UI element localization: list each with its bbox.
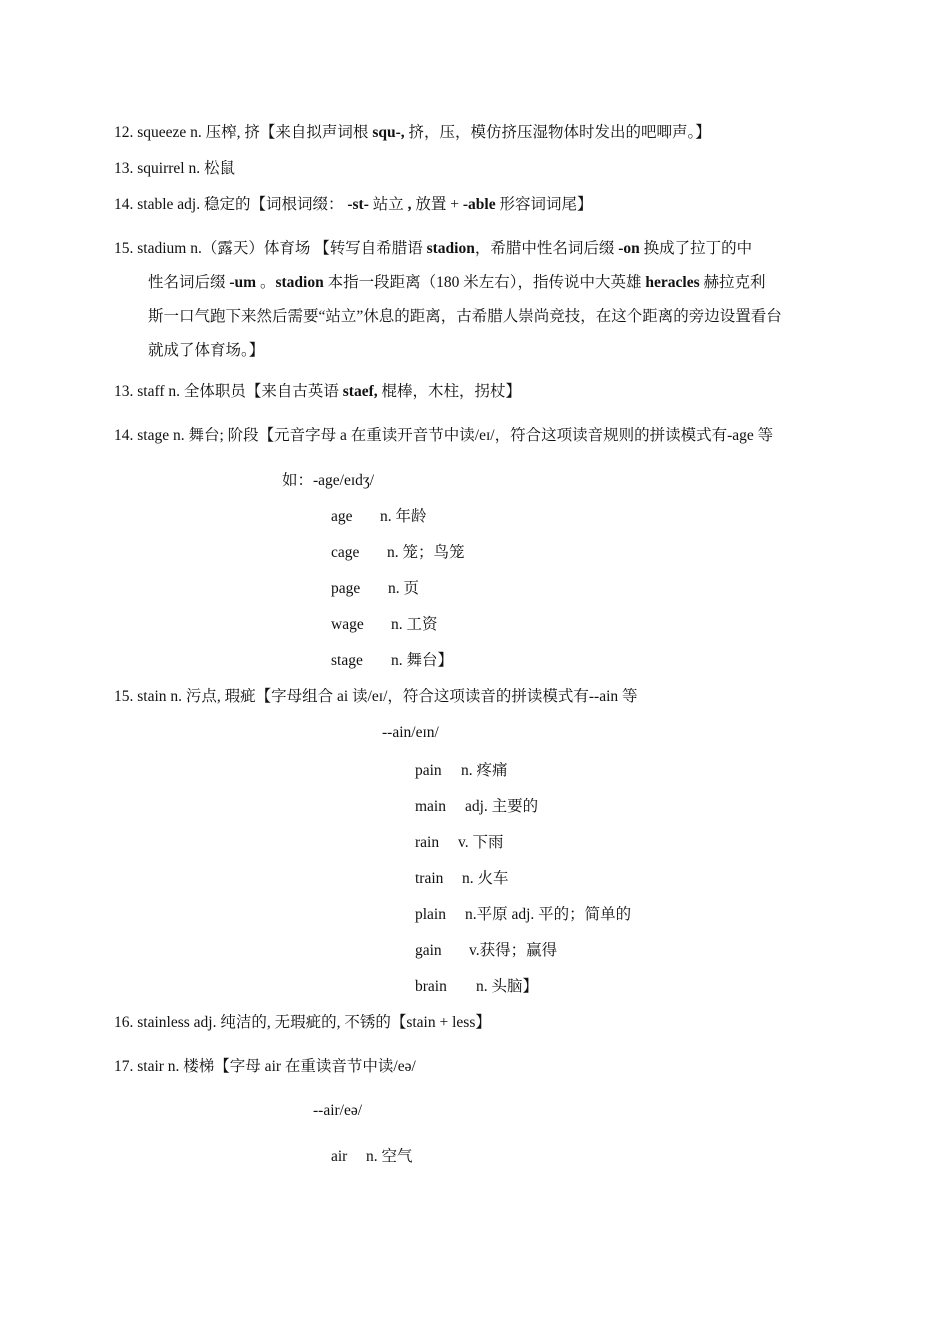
entry-stadium-line3: 斯一口气跑下来然后需要“站立”休息的距离，古希腊人崇尚竞技，在这个距离的旁边设置看台 — [148, 308, 782, 325]
list-item: air n. 空气 — [331, 1148, 413, 1165]
list-item: age n. 年龄 — [331, 508, 427, 525]
list-item: gain v.获得；赢得 — [415, 942, 558, 959]
list-item: wage n. 工资 — [331, 616, 438, 633]
list-item: stage n. 舞台】 — [331, 652, 454, 669]
list-item: page n. 页 — [331, 580, 420, 597]
list-item: plain n.平原 adj. 平的；简单的 — [415, 906, 632, 923]
entry-stage: 14. stage n. 舞台; 阶段【元音字母 a 在重读开音节中读/eɪ/，符合这项读音规则的拼读模式有-age 等 — [114, 427, 774, 444]
list-item: rain v. 下雨 — [415, 834, 504, 851]
list-item: pain n. 疼痛 — [415, 762, 508, 779]
entry-staff: 13. staff n. 全体职员【来自古英语 staef, 棍棒，木柱，拐杖】 — [114, 383, 522, 400]
entry-stain: 15. stain n. 污点, 瑕疵【字母组合 ai 读/eɪ/，符合这项读音的拼读模式有--ain 等 — [114, 688, 638, 705]
list-item: brain n. 头脑】 — [415, 978, 539, 995]
stage-pattern: 如：-age/eɪdʒ/ — [282, 472, 375, 489]
list-item: cage n. 笼；鸟笼 — [331, 544, 465, 561]
entry-stadium-line4: 就成了体育场。】 — [148, 342, 265, 359]
entry-squirrel: 13. squirrel n. 松鼠 — [114, 160, 235, 177]
entry-stair: 17. stair n. 楼梯【字母 air 在重读音节中读/eə/ — [114, 1058, 416, 1075]
list-item: main adj. 主要的 — [415, 798, 539, 815]
entry-squeeze: 12. squeeze n. 压榨, 挤【来自拟声词根 squ-, 挤，压，模仿挤压湿物体时发出的吧唧声。】 — [114, 124, 711, 141]
stain-pattern: --ain/eɪn/ — [382, 724, 439, 741]
entry-stainless: 16. stainless adj. 纯洁的, 无瑕疵的, 不锈的【stain + less】 — [114, 1014, 491, 1031]
entry-stadium-line2: 性名词后缀 -um 。stadion 本指一段距离（180 米左右），指传说中大英雄 heracles 赫拉克利 — [148, 274, 766, 291]
entry-stable: 14. stable adj. 稳定的【词根词缀： -st- 站立 , 放置 + -able 形容词词尾】 — [114, 196, 593, 213]
entry-stadium-line1: 15. stadium n.（露天）体育场 【转写自希腊语 stadion，希腊中性名词后缀 -on 换成了拉丁的中 — [114, 240, 753, 257]
stair-pattern: --air/eə/ — [313, 1102, 363, 1119]
list-item: train n. 火车 — [415, 870, 509, 887]
